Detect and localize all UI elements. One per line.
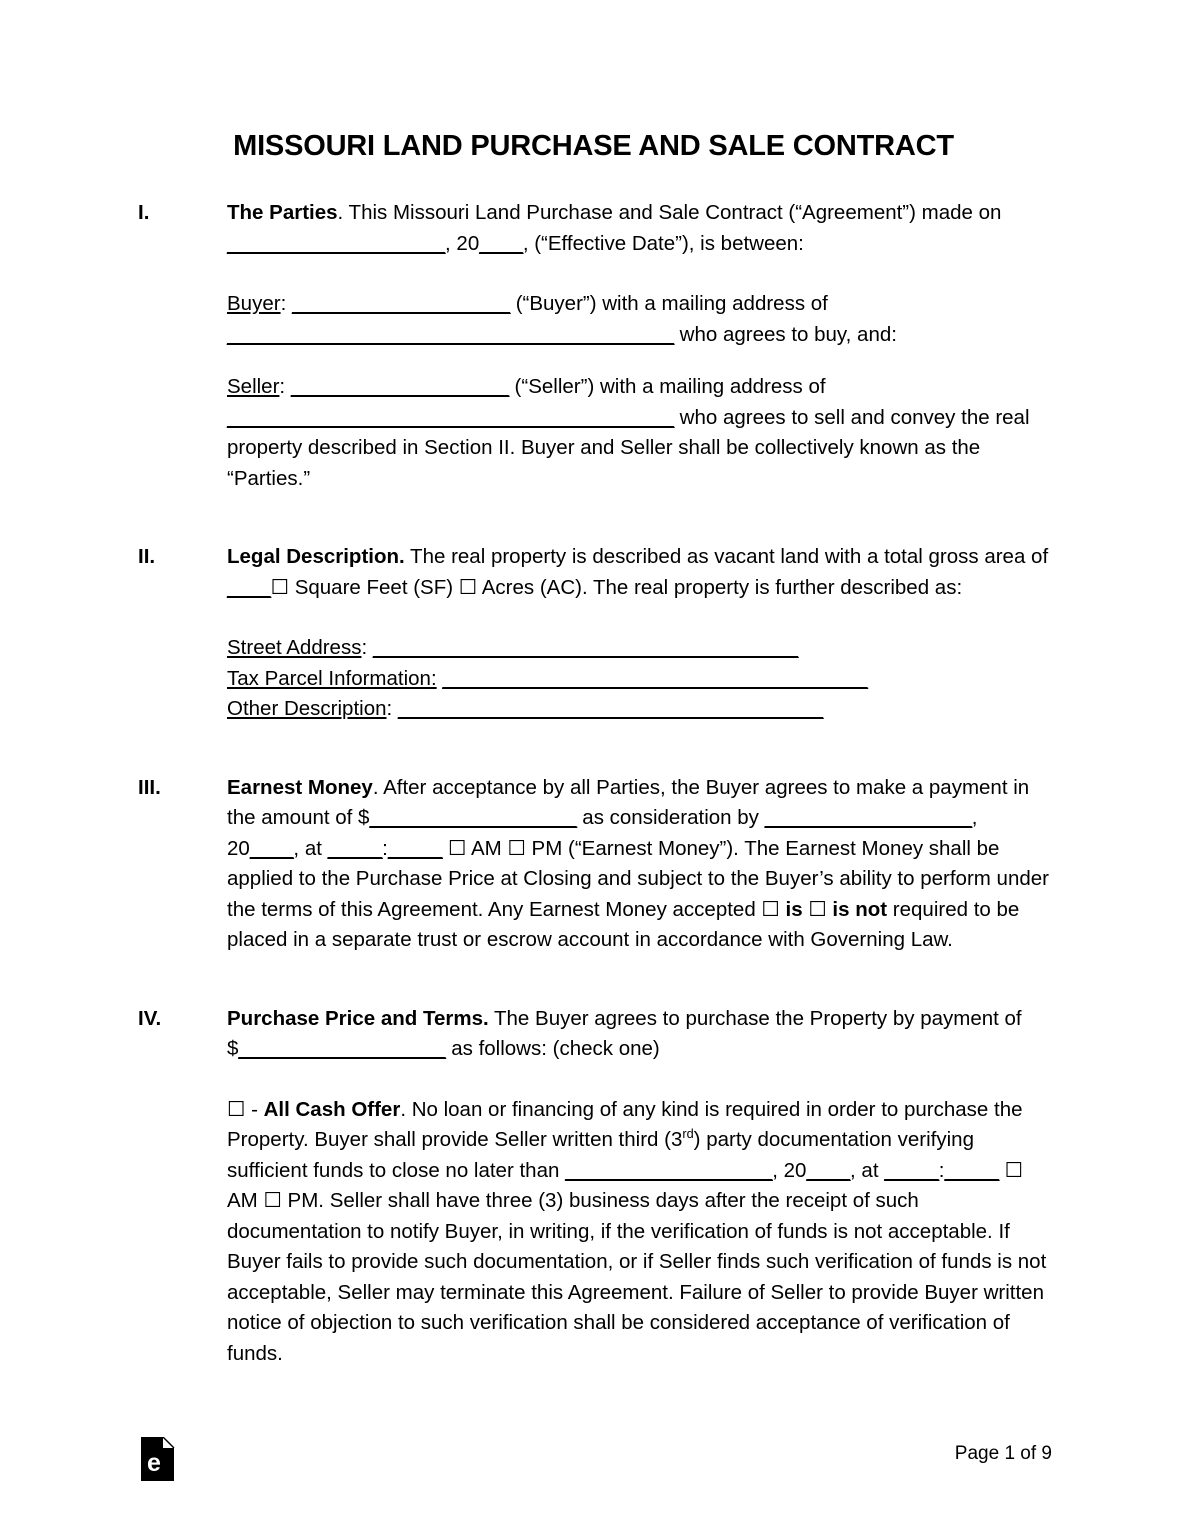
parties-text-2: , 20 [445,231,480,255]
parties-text-3: , (“Effective Date”), is between: [522,231,804,255]
section-parties [138,198,1053,494]
street-address-row [227,633,1053,664]
page-title: MISSOURI LAND PURCHASE AND SALE CONTRACT [233,130,954,162]
spacer [227,603,1053,633]
tax-parcel-row [227,664,1053,695]
svg-text:e: e [147,1449,161,1477]
earnest-is-not-checkbox[interactable]: ☐ [808,897,827,921]
purchase-price-text-2: as follows: (check one) [445,1037,660,1060]
document-body [138,198,1053,1395]
earnest-money-heading: Earnest Money [227,775,373,799]
spacer [138,520,1053,542]
section-content [227,1004,1053,1370]
seller-label: Seller [227,375,280,398]
spacer [138,982,1053,1004]
other-description-colon: : [386,697,393,720]
page-number: Page 1 of 9 [954,1443,1052,1464]
all-cash-offer-text-4: , at [850,1158,885,1182]
cash-am-checkbox[interactable]: ☐ [1004,1158,1024,1182]
gross-area-blank[interactable]: ____ [227,575,271,599]
all-cash-offer-text-1: . No loan or financing of any kind is required in order to purchase the Property. Buyer shall provide Seller written third (3 [227,1097,1023,1151]
tax-parcel-label: Tax Parcel Information [227,666,431,690]
effective-year-blank[interactable]: ____ [479,231,523,255]
section-legal-description [138,542,1053,725]
section-numeral: III. [138,775,161,799]
street-address-colon: : [361,636,368,659]
spacer [138,751,1053,773]
effective-date-blank[interactable]: ____________________ [227,231,446,255]
buyer-name-blank[interactable]: ____________________ [291,292,510,315]
earnest-money-paragraph [227,773,1053,956]
seller-text-2: who agrees to sell and convey the real property described in Section II. Buyer and Seller shall be collectively known as the “Parties.” [227,405,1030,490]
earnest-pm-checkbox[interactable]: ☐ [507,836,526,860]
earnest-amount-blank[interactable]: ___________________ [369,806,577,829]
seller-name-blank[interactable]: ____________________ [290,375,509,398]
purchase-price-blank[interactable]: ___________________ [238,1037,446,1060]
street-address-blank[interactable]: _______________________________________ [372,636,799,659]
other-description-row [227,694,1053,725]
spacer [227,1065,1053,1095]
earnest-money-text-7: required to be placed in a separate trust or escrow account in accordance with Governing Law. [227,897,1020,951]
all-cash-offer-heading: All Cash Offer [263,1097,401,1121]
earnest-is-not-label: is not [832,897,888,921]
earnest-is-checkbox[interactable]: ☐ [761,897,780,921]
earnest-year-blank[interactable]: ____ [249,836,294,860]
cash-close-hour-blank[interactable]: _____ [884,1158,939,1182]
earnest-date-blank[interactable]: ___________________ [764,806,972,829]
earnest-time-colon: : [382,836,388,860]
section-content [227,773,1053,956]
earnest-money-text-4: , at [293,836,328,860]
legal-description-heading: Legal Description. [227,545,405,568]
cash-am-label: AM [227,1189,264,1212]
purchase-price-text-1: The Buyer agrees to purchase the Property by payment of $ [227,1006,1022,1060]
earnest-minute-blank[interactable]: _____ [387,836,443,860]
purchase-price-heading: Purchase Price and Terms. [227,1006,489,1030]
all-cash-offer-text-3: , 20 [772,1158,807,1182]
cash-close-date-blank[interactable]: ___________________ [565,1158,773,1182]
spacer [227,350,1053,372]
buyer-text: (“Buyer”) with a mailing address of [510,292,828,315]
other-description-blank[interactable]: _______________________________________ [397,697,824,720]
seller-colon: : [279,375,291,398]
buyer-paragraph [227,289,1053,350]
spacer [227,259,1053,289]
section-earnest-money [138,773,1053,956]
all-cash-offer-option [227,1095,1053,1370]
tax-parcel-colon: : [430,666,437,690]
section-numeral: I. [138,201,150,224]
tax-parcel-blank[interactable]: _______________________________________ [442,666,868,690]
third-ordinal-suffix: rd [682,1126,694,1142]
buyer-address-blank[interactable]: _________________________________________ [227,322,674,346]
earnest-am-label: AM [466,836,508,860]
all-cash-offer-dash: - [245,1097,264,1121]
parties-intro-text: . This Missouri Land Purchase and Sale Contract (“Agreement”) made on [337,201,1002,224]
purchase-price-paragraph [227,1004,1053,1065]
legal-description-paragraph [227,542,1053,603]
buyer-label: Buyer [227,292,281,315]
all-cash-offer-text-2: ) party documentation verifying sufficient funds to close no later than [227,1128,974,1182]
earnest-money-text-1: . After acceptance by all Parties, the Buyer agrees to make a payment in the amount of $ [227,775,1030,829]
all-cash-offer-checkbox[interactable]: ☐ [227,1097,246,1121]
buyer-text-2: who agrees to buy, and: [673,322,897,346]
acres-checkbox[interactable]: ☐ [458,575,478,599]
cash-close-year-blank[interactable]: ____ [806,1158,851,1182]
street-address-label: Street Address [227,636,362,659]
earnest-pm-label: PM [525,836,563,860]
earnest-money-text-3: , 20 [227,806,978,860]
parties-heading: The Parties [227,201,338,224]
seller-text: (“Seller”) with a mailing address of [508,375,826,398]
seller-paragraph [227,372,1053,494]
square-feet-checkbox[interactable]: ☐ [270,575,289,599]
section-numeral: IV. [138,1006,162,1030]
legal-description-text-1: The real property is described as vacant land with a total gross area of [404,545,1049,568]
seller-address-blank[interactable]: _________________________________________ [227,405,674,429]
cash-close-time-colon: : [938,1158,945,1182]
square-feet-label: Square Feet (SF) [289,575,459,599]
parties-intro-paragraph [227,198,1053,259]
cash-close-minute-blank[interactable]: _____ [944,1158,999,1182]
efile-document-icon[interactable] [141,1437,175,1481]
earnest-money-text-2: as consideration by [576,806,765,829]
section-content [227,542,1053,725]
acres-label: Acres (AC). The real property is further described as: [477,575,963,599]
earnest-am-checkbox[interactable]: ☐ [448,836,467,860]
earnest-is-label: is [785,897,803,921]
earnest-hour-blank[interactable]: _____ [327,836,383,860]
cash-pm-label: PM. [281,1189,324,1212]
section-numeral: II. [138,545,156,568]
section-purchase-price [138,1004,1053,1370]
buyer-colon: : [280,292,292,315]
all-cash-offer-text-6: Seller shall have three (3) business days after the receipt of such documentation to notify Buyer, in writing, if the verification of funds is not acceptable. If Buyer fails to provide such documentation, or if Seller finds such verification of funds is not acceptable, Seller may terminate this Agreement. Failure of Seller to provide Buyer written notice of objection to such verification shall be considered acceptance of verification of funds. [227,1189,1047,1365]
other-description-label: Other Description [227,697,387,720]
section-content [227,198,1053,494]
cash-pm-checkbox[interactable]: ☐ [263,1189,282,1212]
earnest-money-text-6: (“Earnest Money”). The Earnest Money shall be applied to the Purchase Price at Closing and subject to the Buyer’s ability to perform under the terms of this Agreement. Any Earnest Money accepted [227,836,1049,921]
